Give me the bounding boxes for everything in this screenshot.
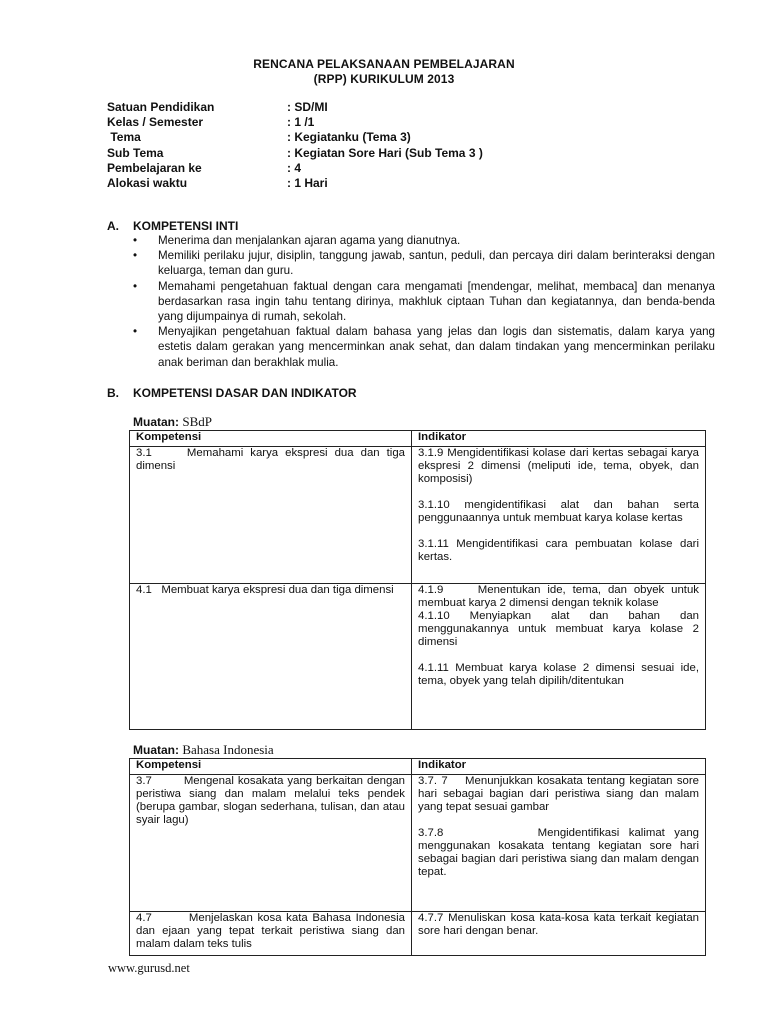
muatan-label: Muatan: [133, 415, 179, 429]
muatan-sbdp-label [133, 414, 212, 430]
doc-title-line2: (RPP) KURIKULUM 2013 [313, 72, 455, 86]
indikator-item: 3.1.10 mengidentifikasi alat dan bahan serta penggunaannya untuk membuat karya kolase kertas [418, 499, 699, 524]
bullet-icon: • [133, 249, 138, 263]
table-header-row [130, 431, 706, 447]
kompetensi-inti-list [133, 233, 715, 370]
doc-title-line1: RENCANA PELAKSANAAN PEMBELAJARAN [253, 57, 515, 71]
col-indikator-header: Indikator [412, 759, 706, 775]
list-item [133, 233, 715, 248]
footer-website: www.gurusd.net [108, 961, 190, 975]
col-kompetensi-header: Kompetensi [130, 431, 412, 447]
list-item-text: Menyajikan pengetahuan faktual dalam bahasa yang jelas dan logis dan sistematis, dalam karya yang estetis dalam gerakan yang mencerminkan anak sehat, dan dalam tindakan yang mencerminkan perilaku anak beriman dan berakhlak mulia. [158, 325, 715, 369]
muatan-subject: Bahasa Indonesia [182, 742, 274, 757]
identity-label: Kelas / Semester [107, 115, 204, 130]
section-a-heading [107, 219, 238, 233]
indikator-item: 3.7. 7 Menunjukkan kosakata tentang kegiatan sore hari sebagai bagian dari peristiwa siang dan malam yang tepat sesuai gambar [418, 775, 703, 813]
section-b-heading [107, 386, 357, 400]
section-b-letter: B. [107, 386, 119, 400]
indikator-cell [412, 775, 706, 912]
identity-label: Sub Tema [107, 145, 164, 160]
indikator-item: 3.7.8 Mengidentifikasi kalimat yang menggunakan kosakata tentang kegiatan sore hari sebagai bagian dari peristiwa siang dan malam dengan tepat. [418, 827, 703, 878]
identity-label: Pembelajaran ke [107, 160, 202, 175]
indikator-item: 4.1.11 Membuat karya kolase 2 dimensi sesuai ide, tema, obyek yang telah dipilih/ditentukan [418, 662, 699, 687]
col-kompetensi-header: Kompetensi [130, 759, 412, 775]
list-item [133, 324, 715, 370]
identity-value: : SD/MI [287, 100, 328, 114]
indikator-cell [412, 584, 706, 730]
list-item [133, 279, 715, 325]
indikator-cell [412, 912, 706, 956]
list-item [133, 248, 715, 278]
table-row [130, 775, 706, 912]
list-item-text: Memahami pengetahuan faktual dengan cara mengamati [mendengar, melihat, membaca] dan menanya berdasarkan rasa ingin tahu tentang dirinya, makhluk ciptaan Tuhan dan kegiatannya, dan benda-benda yang dijumpainya di rumah, sekolah. [158, 279, 715, 324]
table-header-row [130, 759, 706, 775]
section-a-title: KOMPETENSI INTI [133, 219, 239, 233]
muatan-subject: SBdP [182, 414, 212, 429]
identity-value: : 1 Hari [287, 175, 328, 190]
identity-value: : Kegiatan Sore Hari (Sub Tema 3 ) [287, 145, 483, 160]
identity-value: : 4 [287, 160, 302, 175]
identity-label: Satuan Pendidikan [107, 100, 215, 114]
list-item-text: Memiliki perilaku jujur, disiplin, tanggung jawab, santun, peduli, dan percaya diri dalam berinteraksi dengan keluarga, teman dan guru. [158, 249, 715, 278]
list-item-text: Menerima dan menjalankan ajaran agama yang dianutnya. [158, 234, 461, 247]
muatan-bahasa-label [133, 742, 274, 758]
bullet-icon: • [133, 234, 138, 247]
indikator-item: 4.1.9 Menentukan ide, tema, dan obyek untuk membuat karya 2 dimensi dengan teknik kolase 4.1.10 Menyiapkan alat dan bahan dan menggunakannya untuk membuat karya kolase 2 dimensi [418, 584, 699, 648]
bullet-icon: • [133, 325, 138, 339]
table-row [130, 447, 706, 584]
indikator-item: 3.1.9 Mengidentifikasi kolase dari kertas sebagai karya ekspresi 2 dimensi (meliputi ide, tema, obyek, dan komposisi) [418, 447, 699, 485]
section-a-letter: A. [107, 219, 119, 233]
col-indikator-header: Indikator [412, 431, 706, 447]
muatan-label: Muatan: [133, 743, 179, 757]
indikator-item: 4.7.7 Menuliskan kosa kata-kosa kata terkait kegiatan sore hari dengan benar. [418, 912, 699, 937]
bullet-icon: • [133, 279, 138, 293]
indikator-item: 3.1.11 Mengidentifikasi cara pembuatan kolase dari kertas. [418, 538, 699, 563]
kompetensi-cell: 3.7 Mengenal kosakata yang berkaitan dengan peristiwa siang dan malam melalui teks pendek (berupa gambar, slogan sederhana, tulisan, dan atau syair lagu) [130, 775, 412, 912]
sbdp-table [129, 430, 706, 730]
identity-value: : Kegiatanku (Tema 3) [287, 130, 411, 145]
section-b-title: KOMPETENSI DASAR DAN INDIKATOR [133, 386, 357, 400]
table-row [130, 912, 706, 956]
identity-label: Alokasi waktu [107, 175, 188, 190]
table-row [130, 584, 706, 730]
bahasa-table [129, 758, 706, 956]
identity-label: Tema [107, 130, 141, 145]
identity-value: : 1 /1 [287, 115, 315, 130]
indikator-cell [412, 447, 706, 584]
kompetensi-cell: 3.1 Memahami karya ekspresi dua dan tiga dimensi [130, 447, 412, 584]
kompetensi-cell: 4.7 Menjelaskan kosa kata Bahasa Indonesia dan ejaan yang tepat terkait peristiwa siang dan malam dalam teks tulis [130, 912, 412, 956]
kompetensi-cell: 4.1 Membuat karya ekspresi dua dan tiga dimensi [130, 584, 412, 730]
